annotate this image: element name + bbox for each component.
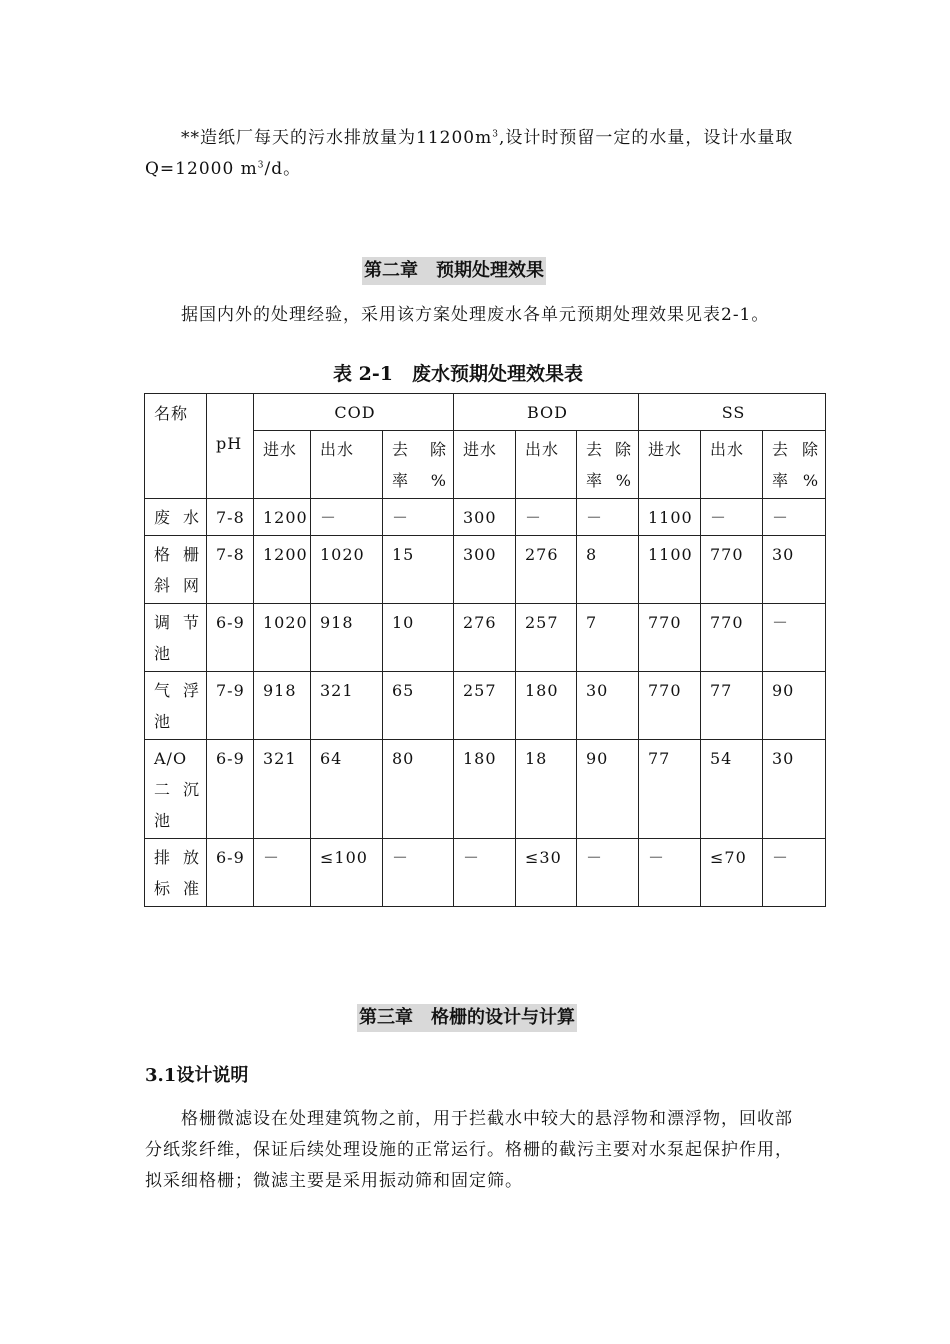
cell-cod-removal: 80 (383, 740, 454, 839)
row-name: 格栅斜网 (145, 536, 207, 604)
cell-ss-removal: － (763, 839, 826, 907)
cell-bod-out: 257 (516, 604, 577, 672)
cell-cod-out: 1020 (311, 536, 383, 604)
sub-bod-removal: 去除率% (577, 431, 639, 499)
sub-cod-removal: 去除率% (383, 431, 454, 499)
row-ph: 6-9 (207, 740, 254, 839)
cell-bod-out: ≤30 (516, 839, 577, 907)
cell-ss-out: ≤70 (701, 839, 763, 907)
row-ph: 7-8 (207, 499, 254, 536)
table-header-row (145, 394, 826, 431)
cell-bod-removal: 7 (577, 604, 639, 672)
cell-bod-out: 276 (516, 536, 577, 604)
cell-bod-out: － (516, 499, 577, 536)
row-name: 废水 (145, 499, 207, 536)
sub-cod-in: 进水 (254, 431, 311, 499)
cell-ss-in: 1100 (639, 536, 701, 604)
cell-cod-in: 1200 (254, 499, 311, 536)
cell-cod-out: ≤100 (311, 839, 383, 907)
cell-ss-in: 770 (639, 672, 701, 740)
cell-ss-removal: 30 (763, 536, 826, 604)
sub-bod-out: 出水 (516, 431, 577, 499)
cell-bod-out: 180 (516, 672, 577, 740)
cell-bod-in: 257 (454, 672, 516, 740)
cell-bod-removal: － (577, 839, 639, 907)
cell-ss-in: 1100 (639, 499, 701, 536)
sub-cod-out: 出水 (311, 431, 383, 499)
section-3-1-title: 3.1设计说明 (145, 1065, 249, 1086)
header-name: 名称 (145, 394, 207, 499)
cell-bod-removal: 30 (577, 672, 639, 740)
cell-cod-in: 1200 (254, 536, 311, 604)
cell-ss-removal: 90 (763, 672, 826, 740)
cell-ss-in: － (639, 839, 701, 907)
cell-cod-out: 918 (311, 604, 383, 672)
cell-bod-removal: 90 (577, 740, 639, 839)
sub-bod-in: 进水 (454, 431, 516, 499)
cell-cod-removal: 65 (383, 672, 454, 740)
cell-ss-removal: － (763, 604, 826, 672)
cell-cod-in: 918 (254, 672, 311, 740)
cell-ss-out: 770 (701, 536, 763, 604)
row-ph: 7-8 (207, 536, 254, 604)
table-row (145, 672, 826, 740)
cell-ss-out: 77 (701, 672, 763, 740)
cell-ss-out: － (701, 499, 763, 536)
row-name: 气浮池 (145, 672, 207, 740)
chapter2-paragraph: 据国内外的处理经验，采用该方案处理废水各单元预期处理效果见表2-1。 (181, 305, 770, 325)
treatment-effect-table (144, 393, 826, 907)
cell-bod-in: 180 (454, 740, 516, 839)
cell-cod-in: 1020 (254, 604, 311, 672)
cell-cod-out: 64 (311, 740, 383, 839)
sub-ss-removal: 去除率% (763, 431, 826, 499)
chapter3-title: 第三章 格栅的设计与计算 (357, 1004, 577, 1032)
cell-bod-removal: 8 (577, 536, 639, 604)
cell-bod-in: 276 (454, 604, 516, 672)
cell-ss-out: 54 (701, 740, 763, 839)
table-row (145, 740, 826, 839)
table-caption: 表 2-1 废水预期处理效果表 (333, 363, 583, 385)
row-name: A/O二沉池 (145, 740, 207, 839)
cell-ss-removal: － (763, 499, 826, 536)
table-row (145, 499, 826, 536)
cell-bod-out: 18 (516, 740, 577, 839)
sub-ss-out: 出水 (701, 431, 763, 499)
cell-ss-removal: 30 (763, 740, 826, 839)
header-cod: COD (254, 394, 454, 431)
table-row (145, 839, 826, 907)
cell-cod-removal: － (383, 839, 454, 907)
cell-cod-removal: － (383, 499, 454, 536)
cell-bod-in: 300 (454, 499, 516, 536)
cell-bod-removal: － (577, 499, 639, 536)
row-ph: 7-9 (207, 672, 254, 740)
cell-ss-out: 770 (701, 604, 763, 672)
cell-cod-removal: 15 (383, 536, 454, 604)
cell-ss-in: 770 (639, 604, 701, 672)
cell-bod-in: － (454, 839, 516, 907)
header-ph: pH (207, 394, 254, 499)
cell-cod-removal: 10 (383, 604, 454, 672)
cell-cod-in: － (254, 839, 311, 907)
header-bod: BOD (454, 394, 639, 431)
table-row (145, 604, 826, 672)
chapter3-paragraph: 格栅微滤设在处理建筑物之前，用于拦截水中较大的悬浮物和漂浮物，回收部分纸浆纤维，保证后续处理设施的正常运行。格栅的截污主要对水泵起保护作用，拟采细格栅；微滤主要是采用振动筛和固定筛。 (145, 1109, 793, 1191)
cell-ss-in: 77 (639, 740, 701, 839)
intro-paragraph: **造纸厂每天的污水排放量为$11200m^3$,设计时预留一定的水量，设计水量取Q=12000 $m^3/d$。 (145, 128, 794, 179)
row-name: 排放标准 (145, 839, 207, 907)
chapter2-title: 第二章 预期处理效果 (362, 257, 546, 285)
cell-cod-out: 321 (311, 672, 383, 740)
row-name: 调节池 (145, 604, 207, 672)
cell-cod-in: 321 (254, 740, 311, 839)
table-row (145, 536, 826, 604)
cell-bod-in: 300 (454, 536, 516, 604)
sub-ss-in: 进水 (639, 431, 701, 499)
row-ph: 6-9 (207, 604, 254, 672)
row-ph: 6-9 (207, 839, 254, 907)
header-ss: SS (639, 394, 826, 431)
cell-cod-out: － (311, 499, 383, 536)
